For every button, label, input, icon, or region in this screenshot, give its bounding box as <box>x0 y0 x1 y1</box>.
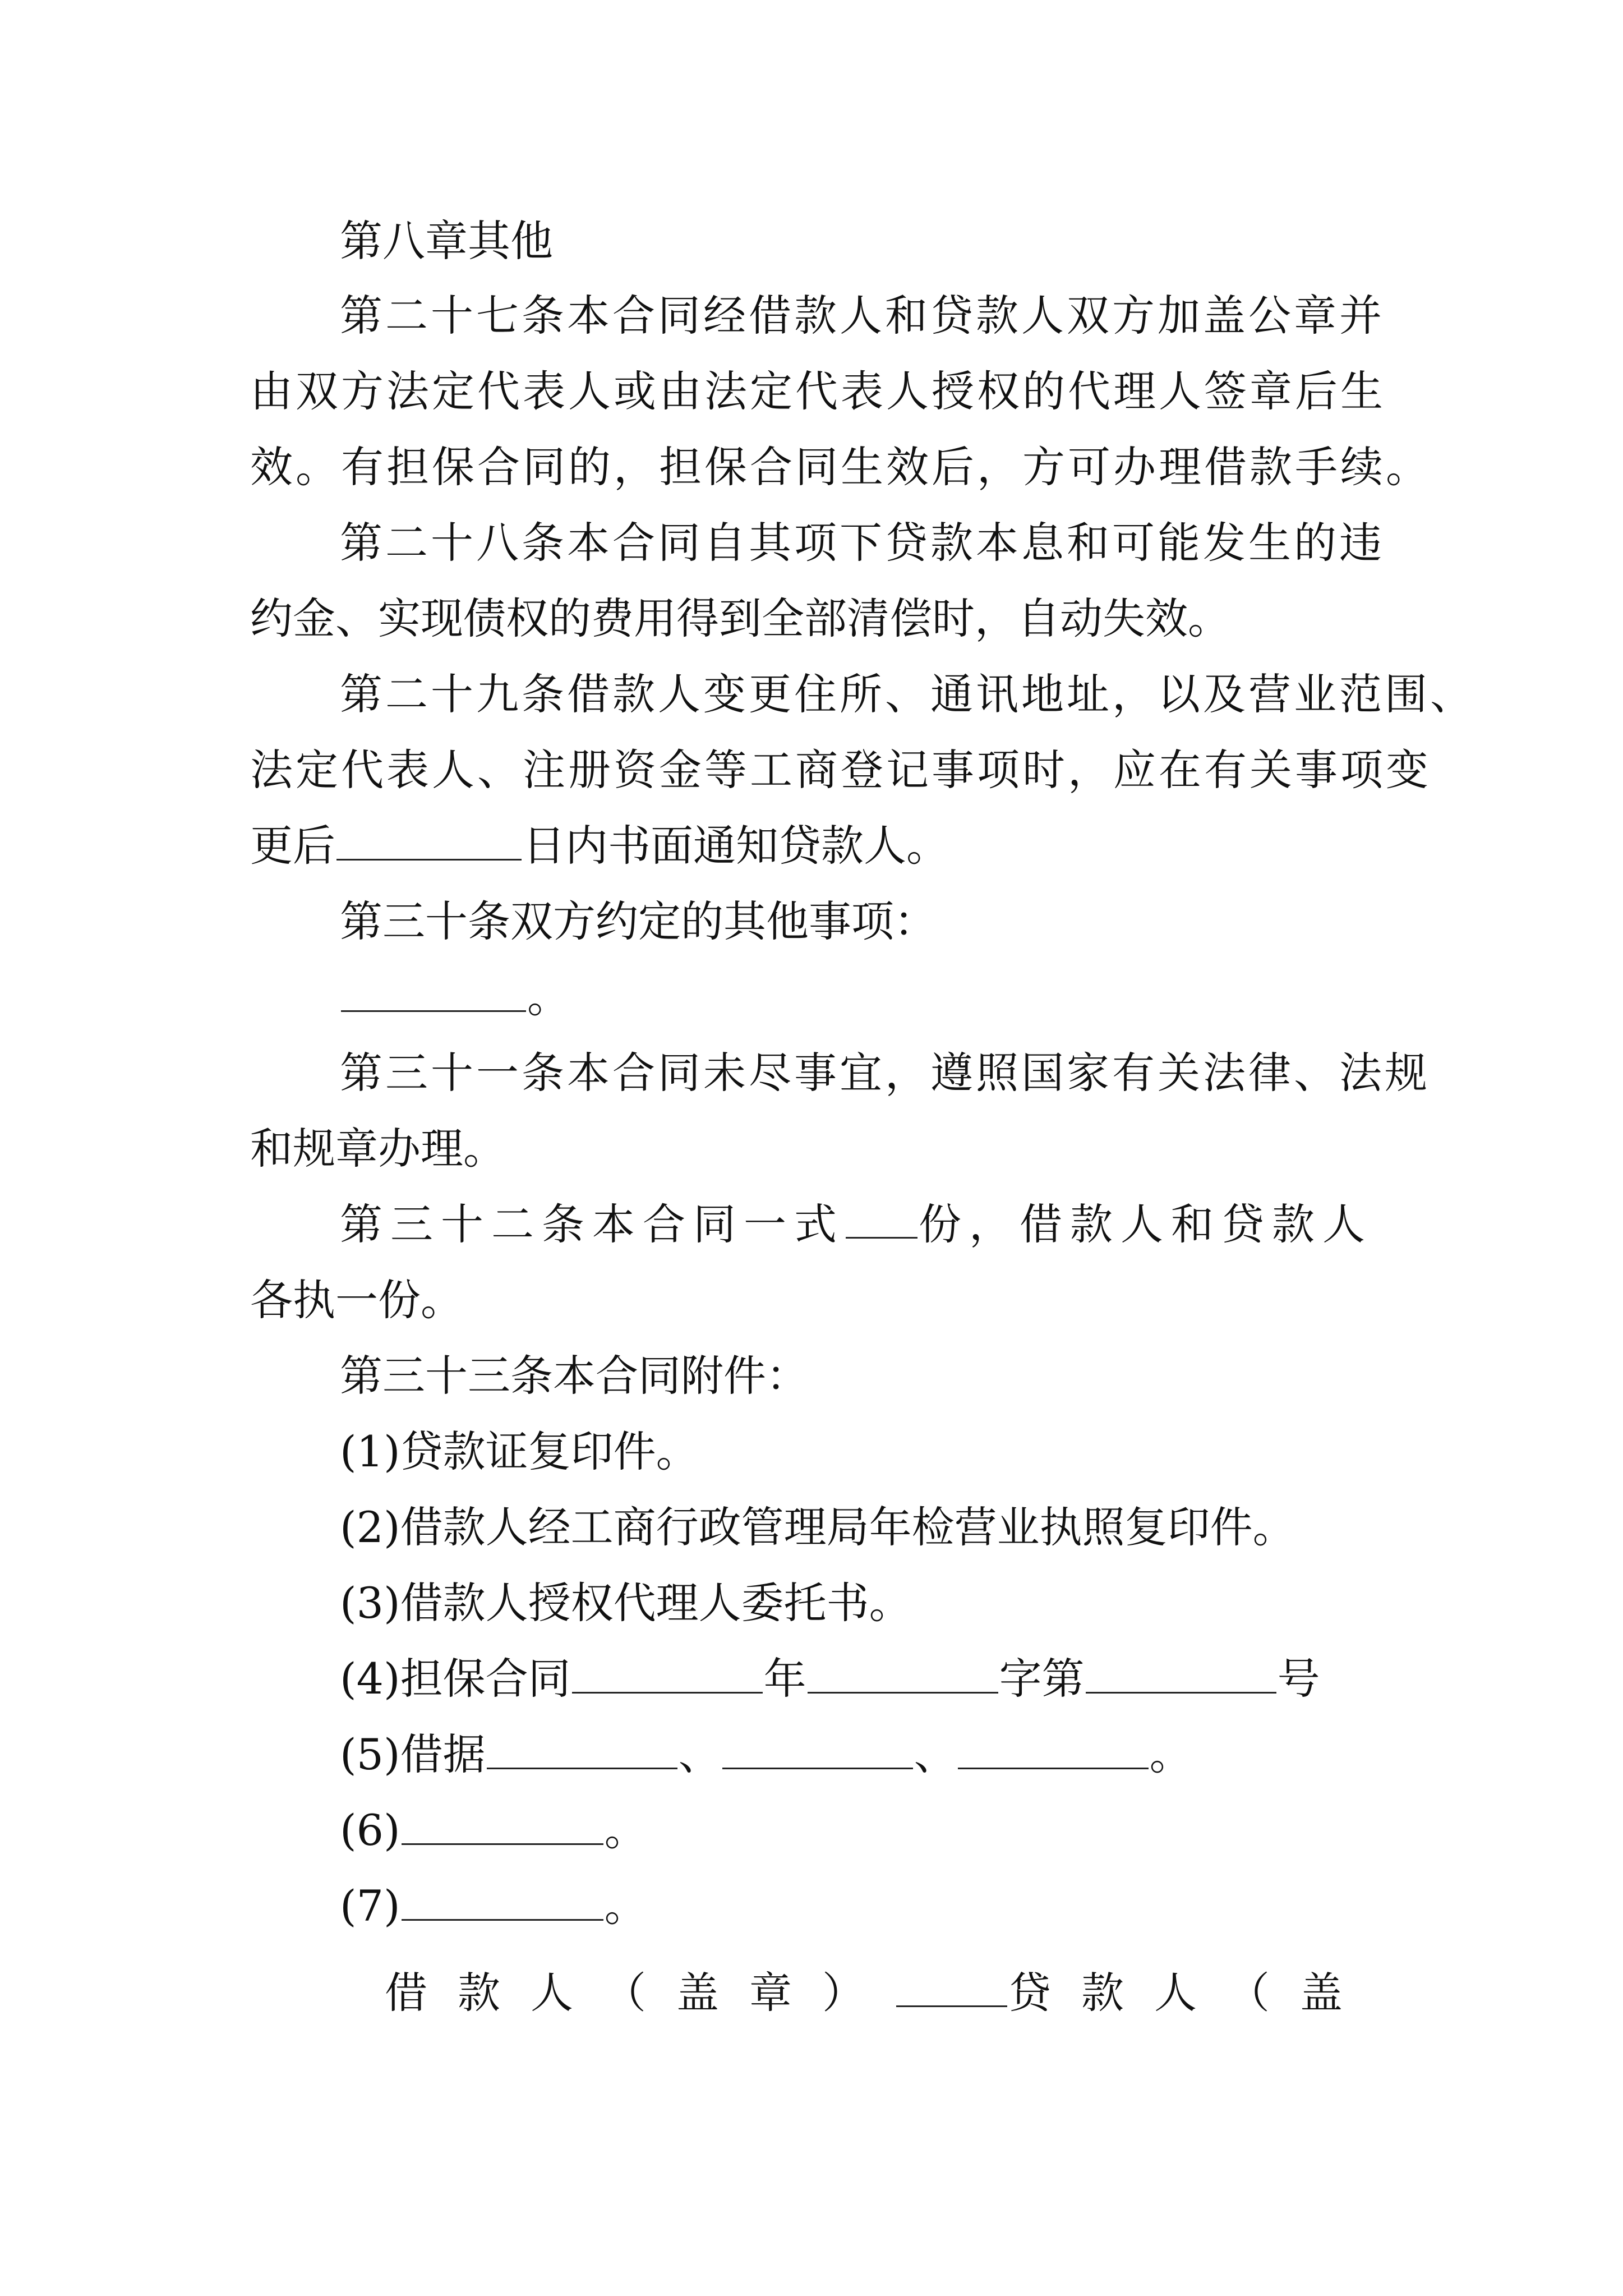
iou-blank-2[interactable] <box>722 1728 913 1769</box>
item-7-blank[interactable] <box>402 1880 603 1921</box>
other-matters-blank[interactable] <box>341 971 526 1012</box>
article-29-line-2: 法定代表人、注册资金等工商登记事项时，应在有关事项变 <box>250 745 1431 795</box>
article-32-line-1 <box>340 1198 1373 1251</box>
item-6-blank[interactable] <box>402 1804 603 1845</box>
chapter-title: 第八章其他 <box>340 216 553 266</box>
article-30-period: 。 <box>527 972 570 1022</box>
article-32-text-a: 第三十二条本合同一式 <box>340 1199 845 1249</box>
iou-blank-3[interactable] <box>958 1728 1149 1769</box>
article-29-line-3 <box>250 819 949 873</box>
item-5-sep-2: 、 <box>914 1729 957 1779</box>
item-4-label: (4)担保合同 <box>340 1654 571 1704</box>
attachment-item-1: (1)贷款证复印件。 <box>340 1427 699 1476</box>
attachment-item-5 <box>340 1728 1192 1782</box>
item-4-hao: 号 <box>1277 1654 1320 1704</box>
article-28-line-1: 第二十八条本合同自其项下贷款本息和可能发生的违 <box>340 518 1385 568</box>
borrower-seal-blank[interactable] <box>896 1966 1007 2007</box>
iou-blank-1[interactable] <box>487 1728 677 1769</box>
item-7-period: 。 <box>604 1881 647 1931</box>
article-33-title: 第三十三条本合同附件： <box>340 1351 809 1401</box>
guarantee-contract-blank[interactable] <box>572 1653 763 1694</box>
article-29-line-1: 第二十九条借款人变更住所、通讯地址，以及营业范围、 <box>340 669 1476 719</box>
article-29-text-b: 日内书面通知贷款人。 <box>523 821 949 871</box>
item-4-year: 年 <box>763 1654 806 1704</box>
item-5-label: (5)借据 <box>340 1729 486 1779</box>
item-5-sep-1: 、 <box>678 1729 721 1779</box>
item-6-label: (6) <box>340 1805 400 1855</box>
article-27-line-3: 效。有担保合同的，担保合同生效后，方可办理借款手续。 <box>250 442 1431 492</box>
days-blank[interactable] <box>336 820 522 861</box>
article-32-line-2: 各执一份。 <box>250 1275 463 1325</box>
attachment-item-2: (2)借款人经工商行政管理局年检营业执照复印件。 <box>340 1502 1295 1552</box>
attachment-item-3: (3)借款人授权代理人委托书。 <box>340 1578 912 1628</box>
article-31-line-1: 第三十一条本合同未尽事宜，遵照国家有关法律、法规 <box>340 1048 1430 1098</box>
borrower-seal-label: 借款人（盖章） <box>385 1968 895 2018</box>
item-4-zi-di: 字第 <box>999 1654 1085 1704</box>
article-30-line-2 <box>340 970 570 1024</box>
article-31-line-2: 和规章办理。 <box>250 1124 506 1174</box>
article-32-text-b: 份，借款人和贷款人 <box>919 1199 1373 1249</box>
item-6-period: 。 <box>604 1805 647 1855</box>
article-30-line-1: 第三十条双方约定的其他事项： <box>340 896 937 946</box>
lender-seal-label: 贷款人（盖 <box>1008 1968 1373 2018</box>
signature-line <box>385 1966 1373 2020</box>
article-27-line-1: 第二十七条本合同经借款人和贷款人双方加盖公章并 <box>340 291 1385 341</box>
attachment-item-7 <box>340 1879 647 1933</box>
copies-blank[interactable] <box>846 1198 917 1239</box>
attachment-item-6 <box>340 1803 647 1857</box>
number-blank[interactable] <box>1086 1653 1276 1694</box>
article-29-text-a: 更后 <box>250 821 335 871</box>
item-7-label: (7) <box>340 1881 400 1931</box>
attachment-item-4 <box>340 1652 1320 1706</box>
year-blank[interactable] <box>808 1653 998 1694</box>
item-5-period: 。 <box>1149 1729 1192 1779</box>
article-27-line-2: 由双方法定代表人或由法定代表人授权的代理人签章后生 <box>250 366 1386 416</box>
article-28-line-2: 约金、实现债权的费用得到全部清偿时，自动失效。 <box>250 593 1230 643</box>
